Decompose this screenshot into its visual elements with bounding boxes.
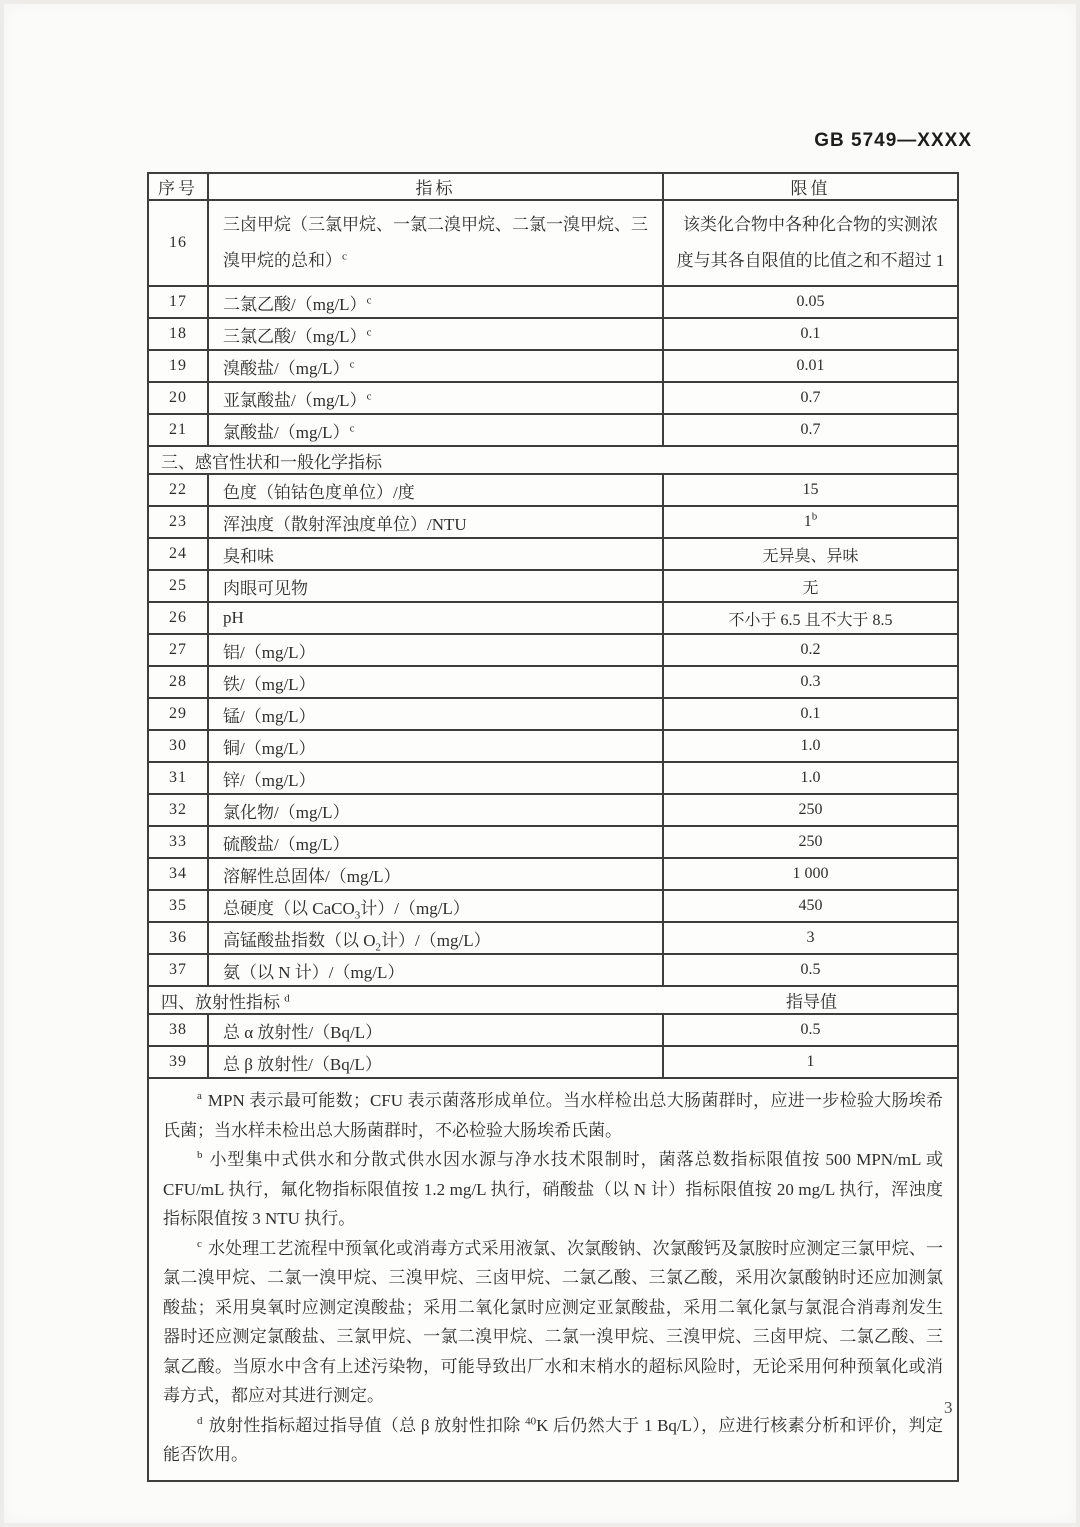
text-segment: 锌/（mg/L） [223,770,316,790]
subscript-marker: 2 [375,940,382,953]
section-right-label [664,988,959,1013]
row-number-cell: 39 [148,1046,208,1078]
indicator-cell [208,538,663,570]
table-row [148,570,958,602]
limit-cell [663,1014,958,1046]
indicator-cell [208,506,663,538]
text-segment: 硫酸盐/（mg/L） [223,834,350,854]
text-segment: 放射性指标超过指导值（总 β 放射性扣除 [208,1415,526,1435]
limit-cell [663,286,958,318]
text-segment: 0.5 [800,961,821,978]
text-segment: 1.0 [800,737,821,754]
table-row [148,634,958,666]
table-row [148,350,958,382]
footnote [163,1234,943,1411]
table-row [148,1014,958,1046]
table-header-row [148,173,958,200]
page-number: 3 [944,1398,953,1417]
indicator-cell [208,666,663,698]
superscript-marker: c [349,357,355,370]
text-segment: 三卤甲烷（三氯甲烷、一氯二溴甲烷、二氯一溴甲烷、三溴甲烷的总和） [223,215,648,270]
text-segment: 氯化物/（mg/L） [223,802,350,822]
indicator-cell [208,350,663,382]
limit-cell [663,730,958,762]
text-segment: 铁/（mg/L） [223,674,316,694]
row-number-cell: 34 [148,858,208,890]
text-segment: 计）/（mg/L） [360,898,470,918]
table-row [148,474,958,506]
text-segment: 三氯乙酸/（mg/L） [223,326,367,346]
table-row [148,414,958,446]
table-row [148,286,958,318]
text-segment: 氨（以 N 计）/（mg/L） [223,962,405,982]
text-segment: 0.05 [796,293,825,310]
indicator-cell [208,570,663,602]
section-row [148,986,958,1014]
table-row [148,1046,958,1078]
text-segment: 溶解性总固体/（mg/L） [223,866,401,886]
footnote-marker: b [197,1149,203,1162]
text-segment: 指导值 [786,992,837,1012]
limit-cell [663,474,958,506]
text-segment: 450 [798,897,823,914]
limit-cell [663,954,958,986]
row-number-cell: 32 [148,794,208,826]
indicator-cell [208,762,663,794]
row-number-cell: 28 [148,666,208,698]
text-segment: 氯酸盐/（mg/L） [223,422,350,442]
section-cell [148,986,958,1014]
table-row [148,318,958,350]
table-row [148,602,958,634]
text-segment: 250 [798,833,823,850]
text-segment: 色度（铂钴色度单位）/度 [223,482,415,502]
limit-cell [663,414,958,446]
limit-cell [663,200,958,286]
footnotes-row [148,1078,958,1481]
row-number-cell: 26 [148,602,208,634]
table-row [148,826,958,858]
row-number-cell: 31 [148,762,208,794]
row-number-cell: 27 [148,634,208,666]
footnote [163,1145,943,1234]
text-segment: 0.5 [800,1021,821,1038]
limit-cell [663,1046,958,1078]
text-segment: 铜/（mg/L） [223,738,316,758]
text-segment: pH [223,608,244,627]
limit-cell [663,506,958,538]
standards-table [147,172,959,1482]
text-segment: 0.1 [800,705,821,722]
table-row [148,730,958,762]
text-segment: 计）/（mg/L） [381,930,491,950]
col-header-indicator: 指标 [208,173,663,200]
indicator-cell [208,730,663,762]
footnotes-cell [148,1078,958,1481]
indicator-cell [208,826,663,858]
text-segment: K 后仍然大于 1 Bq/L），应进行核素分析和评价，判定能否饮用。 [163,1415,943,1464]
row-number-cell: 24 [148,538,208,570]
indicator-cell [208,698,663,730]
text-segment: 臭和味 [223,546,274,566]
text-segment: 无 [802,579,819,597]
limit-cell [663,538,958,570]
text-segment: 该类化合物中各种化合物的实测浓度与其各自限值的比值之和不超过 1 [676,215,945,270]
indicator-cell [208,1014,663,1046]
limit-cell [663,762,958,794]
indicator-cell [208,890,663,922]
table-row [148,382,958,414]
text-segment: 0.7 [800,421,821,438]
footnote [163,1086,943,1145]
table-row [148,200,958,286]
text-segment: 高锰酸盐指数（以 O [223,930,376,950]
footnote-marker: a [197,1090,202,1103]
text-segment: 不小于 6.5 且不大于 8.5 [728,611,893,629]
row-number-cell: 38 [148,1014,208,1046]
indicator-cell [208,954,663,986]
text-segment: 总 α 放射性/（Bq/L） [223,1022,383,1042]
table-row [148,538,958,570]
text-segment: 无异臭、异味 [762,547,859,565]
text-segment: 铝/（mg/L） [223,642,316,662]
footnote [163,1411,943,1470]
indicator-cell [208,922,663,954]
superscript-marker: 40 [525,1414,537,1427]
section-cell [148,446,958,474]
text-segment: 250 [798,801,823,818]
row-number-cell: 29 [148,698,208,730]
text-segment: 1.0 [800,769,821,786]
text-segment: MPN 表示最可能数；CFU 表示菌落形成单位。当水样检出总大肠菌群时，应进一步检验大肠埃希氏菌；当水样未检出总大肠菌群时，不必检验大肠埃希氏菌。 [163,1091,943,1140]
indicator-cell [208,794,663,826]
table-row [148,858,958,890]
superscript-marker: d [284,991,290,1004]
footnote-marker: c [197,1237,202,1250]
indicator-cell [208,602,663,634]
col-header-no: 序号 [148,173,208,200]
row-number-cell: 20 [148,382,208,414]
row-number-cell: 36 [148,922,208,954]
row-number-cell: 17 [148,286,208,318]
indicator-cell [208,1046,663,1078]
row-number-cell: 30 [148,730,208,762]
text-segment: 肉眼可见物 [223,578,308,598]
superscript-marker: c [349,421,355,434]
row-number-cell: 22 [148,474,208,506]
section-title [161,993,290,1012]
text-segment: 0.01 [796,357,825,374]
table-row [148,506,958,538]
text-segment: 0.7 [800,389,821,406]
text-segment: 溴酸盐/（mg/L） [223,358,350,378]
superscript-marker: c [366,325,372,338]
text-segment: 锰/（mg/L） [223,706,316,726]
limit-cell [663,318,958,350]
text-segment: 0.3 [800,673,821,690]
limit-cell [663,602,958,634]
indicator-cell [208,382,663,414]
text-segment: 15 [802,481,819,498]
row-number-cell: 21 [148,414,208,446]
table-body [148,173,958,1481]
section-row [148,446,958,474]
table-row [148,794,958,826]
text-segment: 二氯乙酸/（mg/L） [223,294,367,314]
table-row [148,954,958,986]
row-number-cell: 37 [148,954,208,986]
table-row [148,762,958,794]
text-segment: 水处理工艺流程中预氧化或消毒方式采用液氯、次氯酸钠、次氯酸钙及氯胺时应测定三氯甲烷、一氯二溴甲烷、二氯一溴甲烷、三溴甲烷、三卤甲烷、二氯乙酸、三氯乙酸，采用次氯酸钠时还应加测氯酸盐；采用臭氧时应测定溴酸盐；采用二氧化氯时应测定亚氯酸盐，采用二氧化氯与氯混合消毒剂发生器时还应测定氯酸盐、三氯甲烷、一氯二溴甲烷、二氯一溴甲烷、三溴甲烷、三卤甲烷、二氯乙酸、三氯乙酸。当原水中含有上述污染物，可能导致出厂水和末梢水的超标风险时，无论采用何种预氧化或消毒方式，都应对其进行测定。 [163,1238,943,1405]
col-header-limit: 限值 [663,173,958,200]
limit-cell [663,890,958,922]
doc-code: GB 5749—XXXX [814,130,972,151]
limit-cell [663,922,958,954]
text-segment: 四、放射性指标 [161,992,285,1012]
limit-cell [663,698,958,730]
superscript-marker: c [366,293,372,306]
indicator-cell [208,634,663,666]
row-number-cell: 19 [148,350,208,382]
superscript-marker: c [342,250,347,263]
text-segment: 0.2 [800,641,821,658]
text-segment: 1 [803,513,812,530]
limit-cell [663,858,958,890]
table-row [148,890,958,922]
indicator-cell [208,286,663,318]
limit-cell [663,634,958,666]
limit-cell [663,666,958,698]
text-segment: 三、感官性状和一般化学指标 [161,452,382,472]
text-segment: 总硬度（以 CaCO [223,898,355,918]
row-number-cell: 33 [148,826,208,858]
text-segment: 浑浊度（散射浑浊度单位）/NTU [223,514,467,534]
text-segment: 1 000 [792,865,829,882]
text-segment: 小型集中式供水和分散式供水因水源与净水技术限制时，菌落总数指标限值按 500 MPN/mL 或 CFU/mL 执行，氟化物指标限值按 1.2 mg/L 执行，硝酸盐（以 N 计）指标限值按 20 mg/L 执行，浑浊度指标限值按 3 NTU 执行。 [163,1150,943,1228]
superscript-marker: b [811,510,818,523]
text-segment: 1 [806,1053,815,1070]
indicator-cell [208,474,663,506]
footnote-marker: d [197,1414,203,1427]
table-row [148,922,958,954]
limit-cell [663,794,958,826]
limit-cell [663,826,958,858]
superscript-marker: c [366,389,372,402]
row-number-cell: 23 [148,506,208,538]
text-segment: 总 β 放射性/（Bq/L） [223,1054,382,1074]
limit-cell [663,350,958,382]
indicator-cell [208,200,663,286]
limit-cell [663,570,958,602]
section-title [161,453,382,472]
text-segment: 亚氯酸盐/（mg/L） [223,390,367,410]
limit-cell [663,382,958,414]
table-row [148,666,958,698]
text-segment: 3 [806,929,815,946]
row-number-cell: 25 [148,570,208,602]
table-row [148,698,958,730]
text-segment: 0.1 [800,325,821,342]
row-number-cell: 16 [148,200,208,286]
indicator-cell [208,858,663,890]
indicator-cell [208,414,663,446]
subscript-marker: 3 [354,908,361,921]
row-number-cell: 18 [148,318,208,350]
indicator-cell [208,318,663,350]
row-number-cell: 35 [148,890,208,922]
